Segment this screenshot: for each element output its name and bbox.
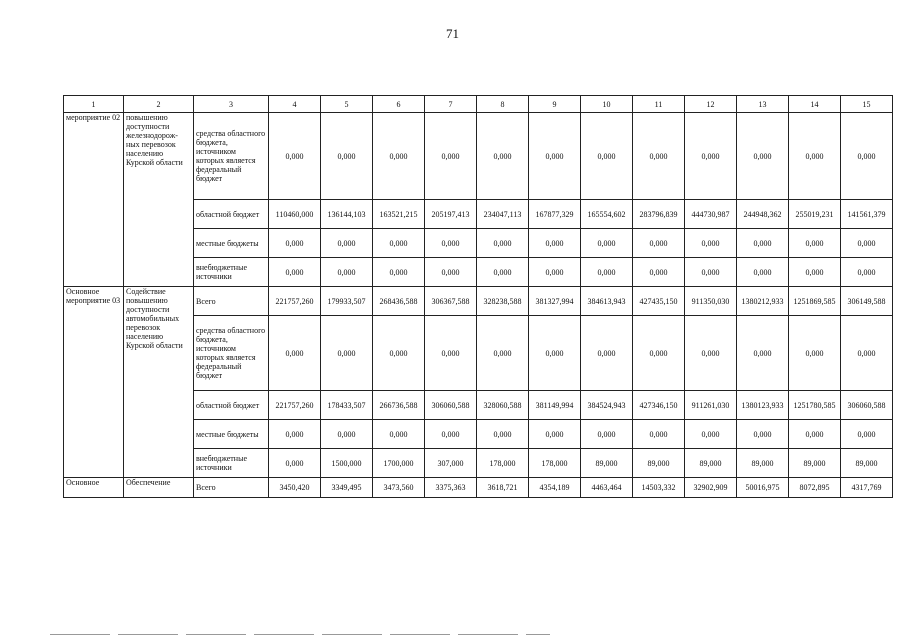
- value-cell: 444730,987: [685, 200, 737, 229]
- value-cell: 0,000: [841, 420, 893, 449]
- value-cell: 0,000: [581, 258, 633, 287]
- value-cell: 89,000: [633, 449, 685, 478]
- value-cell: 14503,332: [633, 478, 685, 498]
- value-cell: 89,000: [581, 449, 633, 478]
- value-cell: 4354,189: [529, 478, 581, 498]
- value-cell: 178433,507: [321, 391, 373, 420]
- value-cell: 0,000: [321, 113, 373, 200]
- value-cell: 0,000: [789, 113, 841, 200]
- value-cell: 50016,975: [737, 478, 789, 498]
- value-cell: 0,000: [529, 113, 581, 200]
- value-cell: 1700,000: [373, 449, 425, 478]
- value-cell: 268436,588: [373, 287, 425, 316]
- value-cell: 0,000: [633, 420, 685, 449]
- value-cell: 1251780,585: [789, 391, 841, 420]
- value-cell: 3618,721: [477, 478, 529, 498]
- value-cell: 0,000: [477, 229, 529, 258]
- value-cell: 110460,000: [269, 200, 321, 229]
- value-cell: 3375,363: [425, 478, 477, 498]
- value-cell: 0,000: [425, 113, 477, 200]
- value-cell: 0,000: [581, 420, 633, 449]
- value-cell: 0,000: [269, 420, 321, 449]
- value-cell: 4463,464: [581, 478, 633, 498]
- header-cell: 15: [841, 96, 893, 113]
- value-cell: 0,000: [373, 229, 425, 258]
- value-cell: 0,000: [633, 113, 685, 200]
- table-row: [64, 113, 893, 200]
- header-cell: 14: [789, 96, 841, 113]
- table-row: [64, 478, 893, 498]
- value-cell: 0,000: [789, 229, 841, 258]
- value-cell: 306060,588: [841, 391, 893, 420]
- value-cell: 221757,260: [269, 287, 321, 316]
- value-cell: 4317,769: [841, 478, 893, 498]
- header-cell: 13: [737, 96, 789, 113]
- value-cell: 381149,994: [529, 391, 581, 420]
- value-cell: 0,000: [477, 258, 529, 287]
- event-description-cell: Содействие повышению доступности автомобильных перевозок населению Курской области: [124, 287, 194, 478]
- budget-table: [63, 95, 893, 498]
- value-cell: 0,000: [373, 420, 425, 449]
- value-cell: 0,000: [425, 420, 477, 449]
- funding-source-cell: Всего: [194, 287, 269, 316]
- funding-source-cell: областной бюджет: [194, 200, 269, 229]
- value-cell: 266736,588: [373, 391, 425, 420]
- value-cell: 306060,588: [425, 391, 477, 420]
- value-cell: 0,000: [789, 258, 841, 287]
- value-cell: 0,000: [841, 229, 893, 258]
- value-cell: 384613,943: [581, 287, 633, 316]
- page-number: 71: [446, 26, 459, 41]
- value-cell: 0,000: [685, 420, 737, 449]
- header-row: [64, 96, 893, 113]
- funding-source-cell: Всего: [194, 478, 269, 498]
- value-cell: 205197,413: [425, 200, 477, 229]
- header-cell: 12: [685, 96, 737, 113]
- value-cell: 0,000: [685, 229, 737, 258]
- scan-artifact-rule: [50, 634, 550, 635]
- funding-source-cell: средства областного бюджета, источником которых является федеральный бюджет: [194, 113, 269, 200]
- value-cell: 167877,329: [529, 200, 581, 229]
- header-cell: 4: [269, 96, 321, 113]
- value-cell: 0,000: [321, 258, 373, 287]
- value-cell: 0,000: [581, 113, 633, 200]
- value-cell: 0,000: [737, 113, 789, 200]
- value-cell: 0,000: [373, 113, 425, 200]
- value-cell: 0,000: [789, 316, 841, 391]
- value-cell: 306149,588: [841, 287, 893, 316]
- value-cell: 3450,420: [269, 478, 321, 498]
- event-name-cell: мероприятие 02: [64, 113, 124, 287]
- funding-source-cell: областной бюджет: [194, 391, 269, 420]
- value-cell: 0,000: [685, 113, 737, 200]
- table-row: [64, 287, 893, 316]
- value-cell: 0,000: [373, 316, 425, 391]
- value-cell: 0,000: [269, 113, 321, 200]
- value-cell: 0,000: [737, 229, 789, 258]
- value-cell: 0,000: [529, 229, 581, 258]
- value-cell: 328238,588: [477, 287, 529, 316]
- value-cell: 384524,943: [581, 391, 633, 420]
- table-body: [64, 96, 893, 498]
- value-cell: 0,000: [841, 316, 893, 391]
- funding-source-cell: внебюджетные источники: [194, 258, 269, 287]
- value-cell: 0,000: [425, 229, 477, 258]
- value-cell: 381327,994: [529, 287, 581, 316]
- value-cell: 0,000: [425, 258, 477, 287]
- value-cell: 0,000: [425, 316, 477, 391]
- header-cell: 6: [373, 96, 425, 113]
- value-cell: 178,000: [529, 449, 581, 478]
- value-cell: 427346,150: [633, 391, 685, 420]
- value-cell: 0,000: [633, 258, 685, 287]
- value-cell: 0,000: [321, 316, 373, 391]
- header-cell: 11: [633, 96, 685, 113]
- value-cell: 0,000: [477, 113, 529, 200]
- value-cell: 179933,507: [321, 287, 373, 316]
- value-cell: 0,000: [477, 420, 529, 449]
- value-cell: 165554,602: [581, 200, 633, 229]
- value-cell: 0,000: [321, 420, 373, 449]
- event-description-cell: Обеспечение: [124, 478, 194, 498]
- value-cell: 244948,362: [737, 200, 789, 229]
- value-cell: 0,000: [269, 316, 321, 391]
- value-cell: 3473,560: [373, 478, 425, 498]
- value-cell: 0,000: [685, 258, 737, 287]
- value-cell: 221757,260: [269, 391, 321, 420]
- value-cell: 8072,895: [789, 478, 841, 498]
- header-cell: 7: [425, 96, 477, 113]
- value-cell: 1251869,585: [789, 287, 841, 316]
- value-cell: 0,000: [529, 258, 581, 287]
- value-cell: 0,000: [269, 449, 321, 478]
- value-cell: 89,000: [737, 449, 789, 478]
- value-cell: 0,000: [529, 316, 581, 391]
- value-cell: 307,000: [425, 449, 477, 478]
- value-cell: 0,000: [269, 258, 321, 287]
- header-cell: 5: [321, 96, 373, 113]
- value-cell: 136144,103: [321, 200, 373, 229]
- value-cell: 0,000: [737, 258, 789, 287]
- value-cell: 0,000: [269, 229, 321, 258]
- value-cell: 0,000: [633, 229, 685, 258]
- value-cell: 32902,909: [685, 478, 737, 498]
- header-cell: 9: [529, 96, 581, 113]
- value-cell: 0,000: [373, 258, 425, 287]
- value-cell: 0,000: [789, 420, 841, 449]
- value-cell: 0,000: [477, 316, 529, 391]
- header-cell: 1: [64, 96, 124, 113]
- value-cell: 1500,000: [321, 449, 373, 478]
- value-cell: 89,000: [789, 449, 841, 478]
- value-cell: 255019,231: [789, 200, 841, 229]
- event-name-cell: Основное мероприятие 03: [64, 287, 124, 478]
- value-cell: 283796,839: [633, 200, 685, 229]
- value-cell: 328060,588: [477, 391, 529, 420]
- value-cell: 0,000: [581, 316, 633, 391]
- value-cell: 1380123,933: [737, 391, 789, 420]
- funding-source-cell: местные бюджеты: [194, 420, 269, 449]
- value-cell: 0,000: [685, 316, 737, 391]
- value-cell: 0,000: [529, 420, 581, 449]
- value-cell: 427435,150: [633, 287, 685, 316]
- value-cell: 0,000: [737, 420, 789, 449]
- value-cell: 0,000: [841, 258, 893, 287]
- value-cell: 163521,215: [373, 200, 425, 229]
- header-cell: 3: [194, 96, 269, 113]
- value-cell: 0,000: [737, 316, 789, 391]
- header-cell: 2: [124, 96, 194, 113]
- funding-source-cell: средства областного бюджета, источником которых является федеральный бюджет: [194, 316, 269, 391]
- value-cell: 0,000: [581, 229, 633, 258]
- value-cell: 0,000: [841, 113, 893, 200]
- value-cell: 141561,379: [841, 200, 893, 229]
- value-cell: 89,000: [685, 449, 737, 478]
- header-cell: 10: [581, 96, 633, 113]
- header-cell: 8: [477, 96, 529, 113]
- value-cell: 911350,030: [685, 287, 737, 316]
- value-cell: 306367,588: [425, 287, 477, 316]
- funding-source-cell: внебюджетные источники: [194, 449, 269, 478]
- value-cell: 89,000: [841, 449, 893, 478]
- value-cell: 178,000: [477, 449, 529, 478]
- value-cell: 0,000: [321, 229, 373, 258]
- value-cell: 0,000: [633, 316, 685, 391]
- value-cell: 1380212,933: [737, 287, 789, 316]
- funding-source-cell: местные бюджеты: [194, 229, 269, 258]
- value-cell: 911261,030: [685, 391, 737, 420]
- value-cell: 3349,495: [321, 478, 373, 498]
- event-name-cell: Основное: [64, 478, 124, 498]
- value-cell: 234047,113: [477, 200, 529, 229]
- event-description-cell: повышению доступности железнодорож-ных перевозок населению Курской области: [124, 113, 194, 287]
